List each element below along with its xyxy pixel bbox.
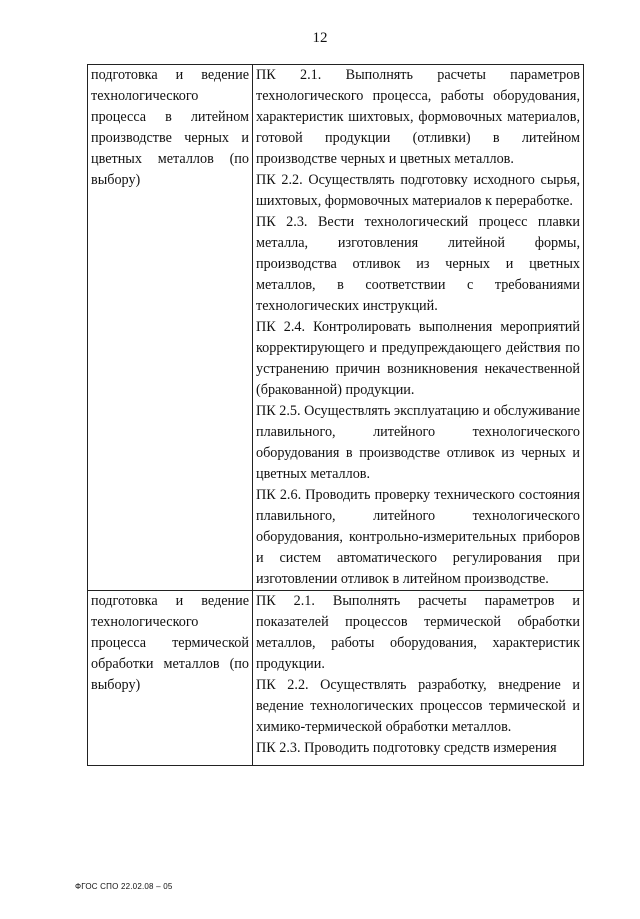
competencies-cell	[253, 65, 584, 591]
activity-text: подготовка и ведение технологического процесса в литейном производстве черных и цветных металлов (по выбору)	[91, 67, 249, 188]
activity-cell	[88, 591, 253, 766]
table-row	[88, 65, 584, 591]
competency-item: ПК 2.5. Осуществлять эксплуатацию и обслуживание плавильного, литейного технологического оборудования в производстве отливок из черных и цветных металлов.	[256, 403, 580, 482]
competency-item: ПК 2.3. Проводить подготовку средств измерения	[256, 740, 557, 756]
competencies-table	[87, 64, 584, 766]
competency-item: ПК 2.1. Выполнять расчеты параметров и показателей процессов термической обработки металлов, работы оборудования, характеристик продукции.	[256, 593, 580, 672]
competency-item: ПК 2.3. Вести технологический процесс плавки металла, изготовления литейной формы, производства отливок из черных и цветных металлов, в соответствии с требованиями технологических инструкций.	[256, 214, 580, 314]
competency-item: ПК 2.4. Контролировать выполнения мероприятий корректирующего и предупреждающего действия по устранению причин возникновения некачественной (бракованной) продукции.	[256, 319, 580, 398]
document-footer: ФГОС СПО 22.02.08 – 05	[75, 882, 173, 891]
competencies-cell	[253, 591, 584, 766]
table-row	[88, 591, 584, 766]
activity-text: подготовка и ведение технологического процесса термической обработки металлов (по выбору)	[91, 593, 249, 693]
competency-item: ПК 2.1. Выполнять расчеты параметров технологического процесса, работы оборудования, характеристик шихтовых, формовочных материалов, готовой продукции (отливки) в литейном производстве черных и цветных металлов.	[256, 67, 580, 167]
activity-cell	[88, 65, 253, 591]
page-number: 12	[312, 30, 328, 46]
competency-item: ПК 2.2. Осуществлять подготовку исходного сырья, шихтовых, формовочных материалов к переработке.	[256, 172, 580, 209]
competency-item: ПК 2.6. Проводить проверку технического состояния плавильного, литейного технологического оборудования, контрольно-измерительных приборов и систем автоматического регулирования при изготовлении отливок в литейном производстве.	[256, 487, 580, 587]
competency-item: ПК 2.2. Осуществлять разработку, внедрение и ведение технологических процессов термической и химико-термической обработки металлов.	[256, 677, 580, 735]
